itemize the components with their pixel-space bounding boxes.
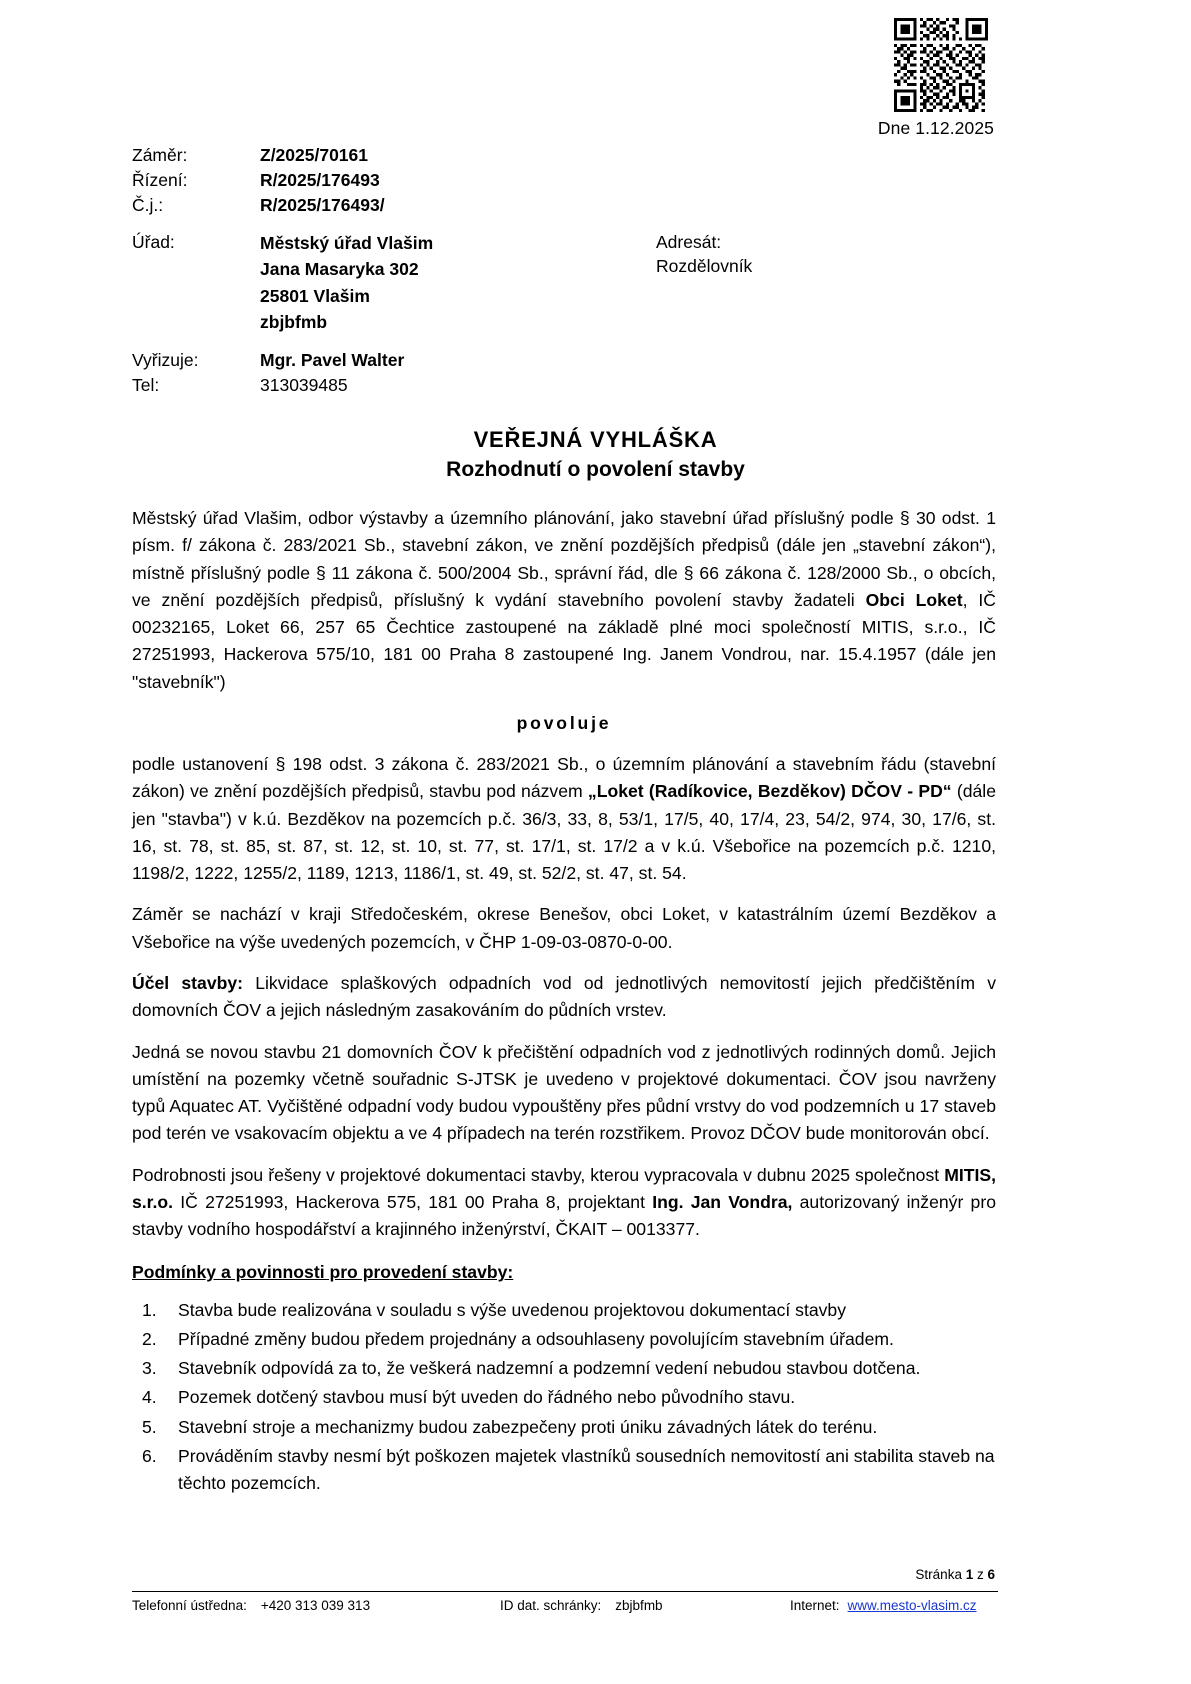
- meta-row-cj: [132, 193, 1012, 218]
- list-item: [132, 1443, 996, 1498]
- permit-text-b: (dále jen "stavba") v k.ú. Bezděkov na pozemcích p.č. 36/3, 33, 8, 53/1, 17/5, 40, 17/4, 23, 54/2, 974, 30, 17/6, st. 16, st. 78, st. 85, st. 87, st. 12, st. 10, st. 77, st. 17/1, st. 17/2 a v k.ú. Všebořice na pozemcích p.č. 1210, 1198/2, 1222, 1255/2, 1189, 1213, 1186/1, st. 49, st. 52/2, st. 47, st. 54.: [132, 781, 996, 884]
- vyrizuje-value: Mgr. Pavel Walter: [260, 349, 405, 370]
- construction-name: „Loket (Radíkovice, Bezděkov) DČOV - PD“: [587, 781, 952, 802]
- page-number: [915, 1567, 995, 1582]
- footer-phone-label: Telefonní ústředna:: [132, 1598, 247, 1613]
- meta-row-rizeni: [132, 168, 1012, 193]
- adresat-label: Adresát:: [656, 231, 722, 252]
- urad-line-1: Městský úřad Vlašim: [260, 232, 434, 253]
- list-item: [132, 1326, 996, 1353]
- condition-number: 5.: [142, 1416, 157, 1437]
- paragraph-intro: [132, 505, 996, 696]
- list-item: [132, 1355, 996, 1382]
- permit-text-a: podle ustanovení § 198 odst. 3 zákona č. 283/2021 Sb., o územním plánování a stavebním řádu (stavební zákon) ve znění pozdějších předpisů, stavbu pod názvem: [132, 754, 996, 802]
- footer-databox-value: zbjbfmb: [615, 1598, 663, 1613]
- cj-label: Č.j.:: [132, 194, 164, 215]
- paragraph-details: [132, 1162, 996, 1244]
- condition-text: Stavba bude realizována v souladu s výše uvedenou projektovou dokumentací stavby: [178, 1299, 847, 1320]
- document-date: Dne 1.12.2025: [877, 118, 994, 138]
- page-current: 1: [965, 1567, 974, 1582]
- meta-row-vyrizuje: [132, 348, 1012, 373]
- condition-text: Stavební stroje a mechanizmy budou zabezpečeny proti úniku závadných látek do terénu.: [178, 1416, 878, 1437]
- details-text-c: autorizovaný inženýr pro stavby vodního hospodářství a krajinného inženýrství, ČKAIT – 0013377.: [132, 1191, 996, 1240]
- applicant-name: Obci Loket: [865, 589, 963, 610]
- intro-text-b: , IČ 00232165, Loket 66, 257 65 Čechtice zastoupené na základě plné moci společností MITIS, s.r.o., IČ 27251993, Hackerova 575/10, 181 00 Praha 8 zastoupené Ing. Janem Vondrou, nar. 15.4.1957 (dále jen "stavebník"): [132, 589, 997, 692]
- page-label-prefix: Stránka: [915, 1567, 966, 1582]
- footer-divider: [132, 1591, 998, 1592]
- page-total: 6: [987, 1567, 995, 1582]
- meta-spacer: [132, 218, 1012, 230]
- condition-number: 6.: [142, 1445, 157, 1466]
- cj-value: R/2025/176493/: [260, 194, 385, 215]
- purpose-label: Účel stavby:: [132, 972, 243, 993]
- tel-value: 313039485: [260, 374, 348, 395]
- zamer-value: Z/2025/70161: [260, 145, 369, 165]
- details-text-b: IČ 27251993, Hackerova 575, 181 00 Praha 8, projektant: [173, 1191, 653, 1212]
- document-body: [132, 505, 996, 1500]
- conditions-heading: Podmínky a povinnosti pro provedení stavby:: [132, 1262, 514, 1283]
- condition-number: 1.: [142, 1299, 157, 1320]
- details-text-a: Podrobnosti jsou řešeny v projektové dokumentaci stavby, kterou vypracovala v dubnu 2025 společnost: [132, 1164, 945, 1185]
- designer-person: Ing. Jan Vondra,: [652, 1191, 793, 1212]
- footer-website-link[interactable]: www.mesto-vlasim.cz: [847, 1598, 977, 1613]
- meta-row-urad: [132, 230, 1012, 336]
- tel-label: Tel:: [132, 374, 160, 395]
- condition-number: 4.: [142, 1387, 157, 1408]
- footer-internet-label: Internet:: [790, 1598, 840, 1613]
- header-meta-block: [132, 143, 1012, 398]
- meta-row-tel: [132, 373, 1012, 398]
- condition-text: Pozemek dotčený stavbou musí být uveden do řádného nebo původního stavu.: [178, 1387, 796, 1408]
- condition-text: Prováděním stavby nesmí být poškozen majetek vlastníků sousedních nemovitostí ani stabilita staveb na těchto pozemcích.: [178, 1445, 995, 1494]
- footer-databox-label: ID dat. schránky:: [500, 1598, 602, 1613]
- zamer-label: Záměr:: [132, 145, 188, 165]
- urad-label: Úřad:: [132, 231, 175, 252]
- list-item: [132, 1297, 996, 1324]
- urad-line-2: Jana Masaryka 302: [260, 259, 419, 280]
- qr-code-icon: [888, 18, 994, 112]
- paragraph-purpose: [132, 970, 996, 1025]
- condition-number: 3.: [142, 1358, 157, 1379]
- povoluje-heading: povoluje: [516, 712, 612, 733]
- intro-text-a: Městský úřad Vlašim, odbor výstavby a územního plánování, jako stavební úřad příslušný podle § 30 odst. 1 písm. f/ zákona č. 283/2021 Sb., stavební zákon, ve znění pozdějších předpisů (dále jen „stavební zákon“), místně příslušný podle § 11 zákona č. 500/2004 Sb., správní řád, dle § 66 zákona č. 128/2000 Sb., o obcích, ve znění pozdějších předpisů, příslušný k vydání stavebního povolení stavby žadateli: [132, 508, 996, 610]
- paragraph-permit: [132, 751, 996, 887]
- condition-text: Stavebník odpovídá za to, že veškerá nadzemní a podzemní vedení nebudou stavbou dotčena.: [178, 1358, 921, 1379]
- conditions-list: [132, 1297, 996, 1498]
- footer-internet: [790, 1598, 998, 1613]
- footer-phone: [132, 1598, 500, 1613]
- meta-spacer-2: [132, 336, 1012, 348]
- rizeni-value: R/2025/176493: [260, 169, 380, 190]
- list-item: [132, 1414, 996, 1441]
- purpose-text: Likvidace splaškových odpadních vod od jednotlivých nemovitostí jejich předčištěním v domovních ČOV a jejich následným zasakováním do půdních vrstev.: [132, 972, 997, 1021]
- page-mid: z: [973, 1567, 988, 1582]
- footer-databox: [500, 1598, 790, 1613]
- list-item: [132, 1384, 996, 1411]
- urad-line-4: zbjbfmb: [260, 312, 328, 333]
- paragraph-description: Jedná se novou stavbu 21 domovních ČOV k přečištění odpadních vod z jednotlivých rodinných domů. Jejich umístění na pozemky včetně souřadnic S-JTSK je uvedeno v projektové dokumentaci. ČOV jsou navrženy typů Aquatec AT. Vyčištěné odpadní vody budou vypouštěny přes půdní vrstvy do vod podzemních u 17 staveb pod terén ve vsakovacím objektu a ve 4 případech na terén rozstřikem. Provoz DČOV bude monitorován obcí.: [132, 1041, 996, 1144]
- urad-address: [260, 230, 656, 336]
- addressee-block: [656, 230, 752, 280]
- page-title: VEŘEJNÁ VYHLÁŠKA: [473, 427, 718, 452]
- page-subtitle: Rozhodnutí o povolení stavby: [446, 458, 745, 481]
- footer-phone-value: +420 313 039 313: [260, 1598, 371, 1613]
- meta-row-zamer: [132, 143, 1012, 168]
- condition-text: Případné změny budou předem projednány a odsouhlaseny povolujícím stavebním úřadem.: [178, 1328, 894, 1349]
- designer-company: MITIS, s.r.o.: [132, 1164, 996, 1212]
- vyrizuje-label: Vyřizuje:: [132, 349, 199, 370]
- rizeni-label: Řízení:: [132, 169, 188, 190]
- paragraph-location: Záměr se nachází v kraji Středočeském, okrese Benešov, obci Loket, v katastrálním území Bezděkov a Všebořice na výše uvedených pozemcích, v ČHP 1-09-03-0870-0-00.: [132, 904, 996, 952]
- urad-line-3: 25801 Vlašim: [260, 285, 370, 306]
- adresat-value: Rozdělovník: [656, 256, 753, 277]
- page-footer: [132, 1598, 998, 1613]
- condition-number: 2.: [142, 1328, 157, 1349]
